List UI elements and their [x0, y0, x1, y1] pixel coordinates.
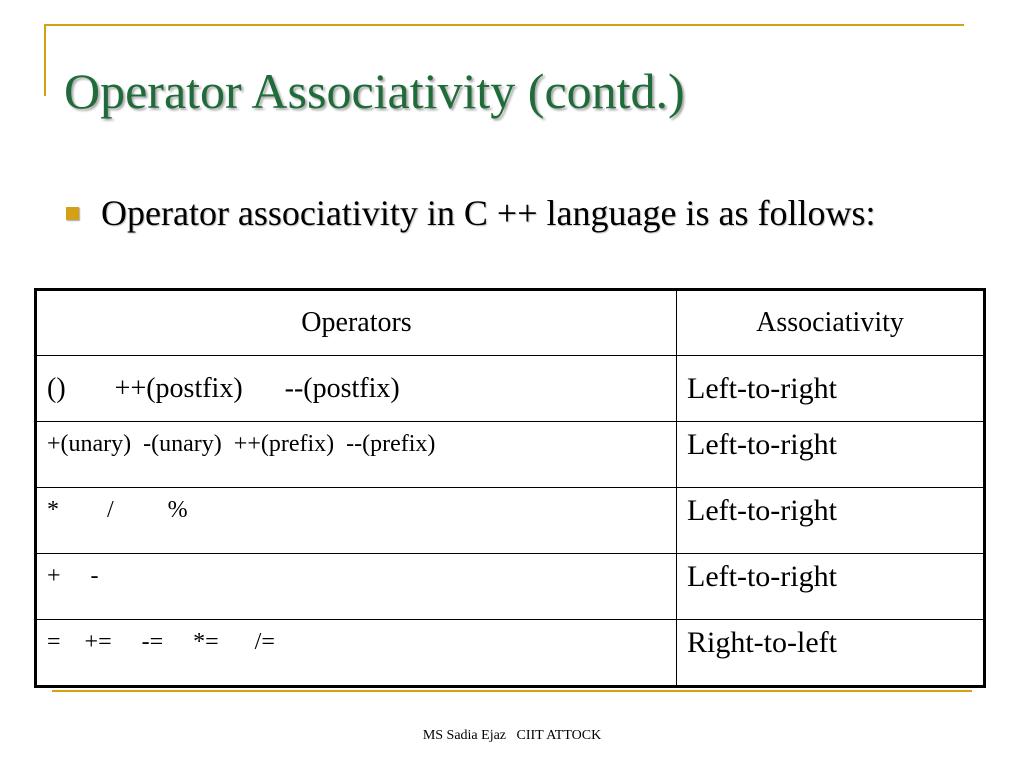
- slide-footer: MS Sadia Ejaz CIIT ATTOCK: [422, 728, 602, 743]
- associativity-cell: [677, 620, 985, 687]
- table-row: [36, 422, 985, 488]
- associativity-cell: [677, 488, 985, 554]
- slide-frame-bottom-line: [52, 690, 972, 692]
- operators-cell: [36, 488, 677, 554]
- slide-frame-top-line: [44, 24, 964, 26]
- associativity-text: Left-to-right: [687, 371, 837, 405]
- table-row: [36, 356, 985, 422]
- associativity-table: [34, 288, 986, 688]
- associativity-text: Left-to-right: [687, 427, 837, 461]
- associativity-table-container: [34, 288, 983, 684]
- operators-text: +(unary) -(unary) ++(prefix) --(prefix): [47, 431, 436, 457]
- table-row: [36, 620, 985, 687]
- operators-text: () ++(postfix) --(postfix): [47, 372, 400, 404]
- associativity-cell: [677, 554, 985, 620]
- table-row: [36, 554, 985, 620]
- table-row: [36, 488, 985, 554]
- associativity-cell: [677, 422, 985, 488]
- operators-cell: [36, 620, 677, 687]
- header-operators: Operators: [36, 290, 677, 356]
- associativity-text: Right-to-left: [687, 625, 837, 659]
- associativity-text: Left-to-right: [687, 493, 837, 527]
- associativity-cell: [677, 356, 985, 422]
- operators-cell: [36, 554, 677, 620]
- associativity-text: Left-to-right: [687, 559, 837, 593]
- operators-text: * / %: [47, 497, 188, 523]
- slide-title: Operator Associativity (contd.): [64, 63, 685, 119]
- slide-frame-left-line: [44, 24, 46, 96]
- operators-text: + -: [47, 563, 99, 589]
- square-bullet-icon: [66, 207, 79, 220]
- table-header-row: [36, 290, 985, 356]
- bullet-text: Operator associativity in C ++ language is as follows:: [101, 193, 876, 233]
- operators-text: = += -= *= /=: [47, 629, 275, 655]
- operators-cell: [36, 356, 677, 422]
- header-associativity: Associativity: [677, 290, 985, 356]
- operators-cell: [36, 422, 677, 488]
